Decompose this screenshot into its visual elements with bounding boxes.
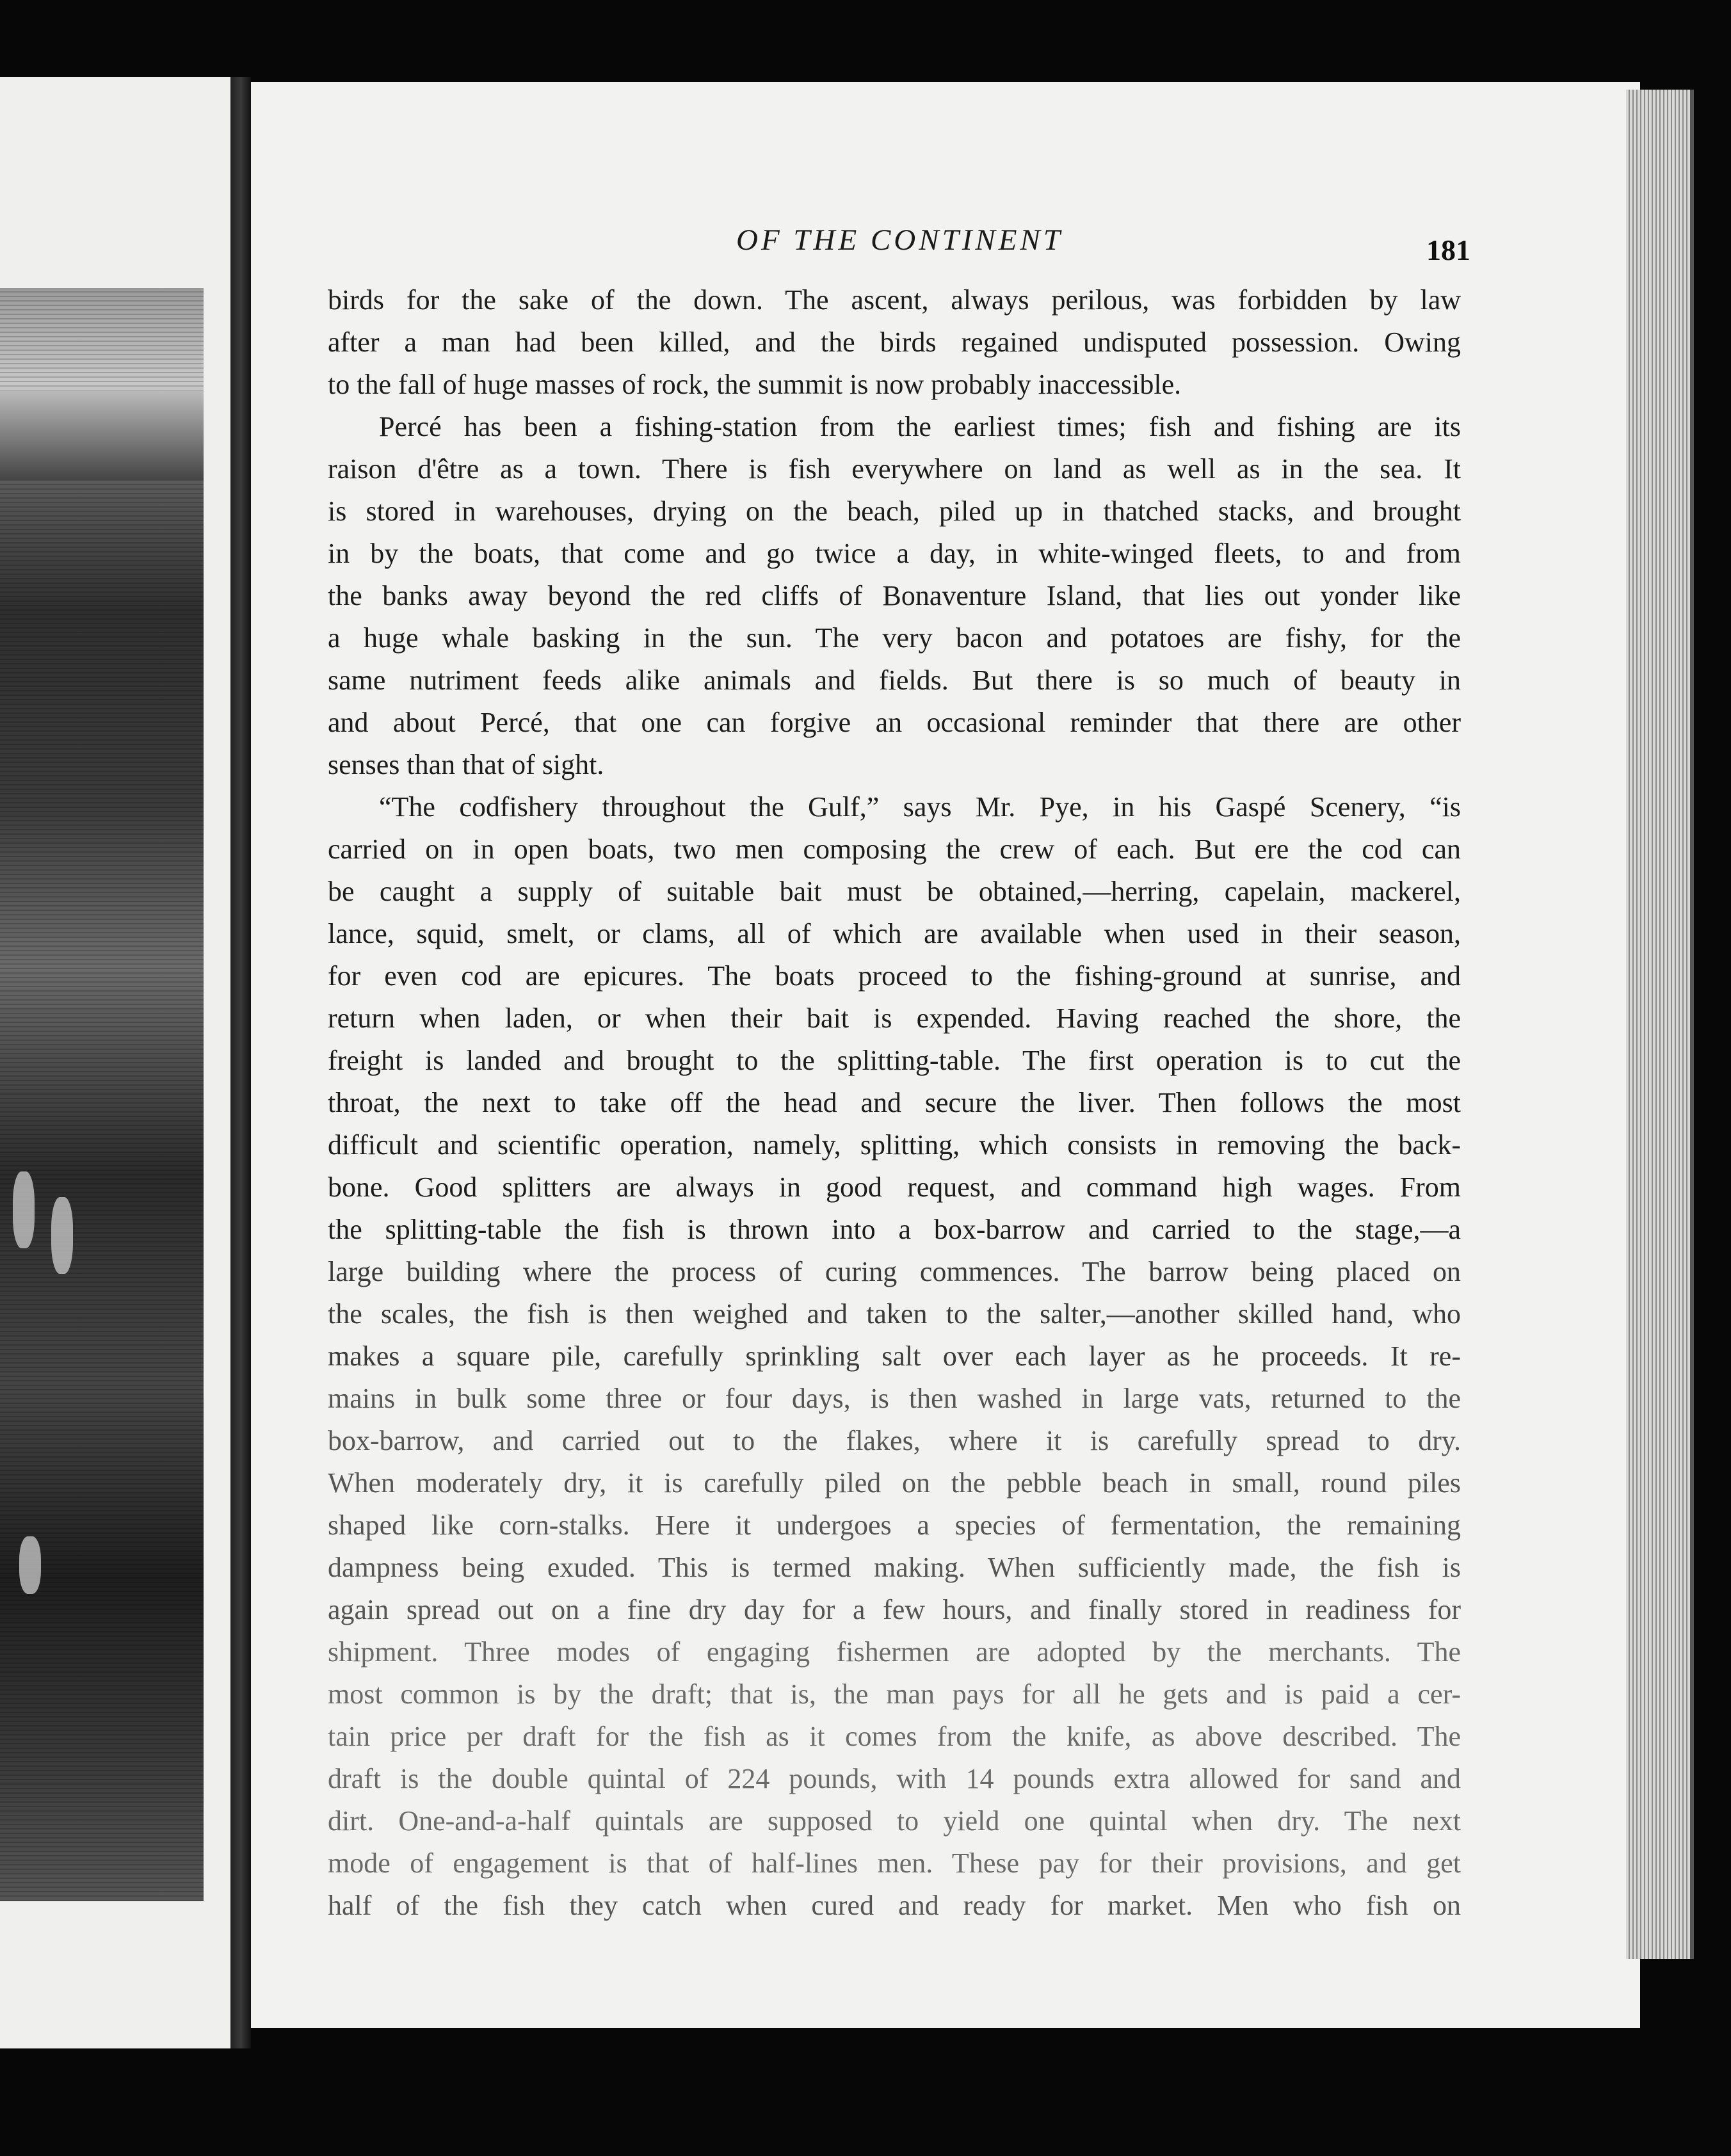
text-line: bone. Good splitters are always in good request, and command high wages. From xyxy=(328,1171,1461,1203)
text-line: lance, squid, smelt, or clams, all of which are available when used in their season, xyxy=(328,918,1461,949)
text-line: “The codfishery throughout the Gulf,” says Mr. Pye, in his Gaspé Scenery, “is xyxy=(379,791,1461,823)
text-line: senses than that of sight. xyxy=(328,749,604,780)
text-line: mains in bulk some three or four days, is then washed in large vats, returned to the xyxy=(328,1383,1461,1414)
engraving-illustration xyxy=(0,288,204,1901)
text-line: again spread out on a fine dry day for a few hours, and finally stored in readiness for xyxy=(328,1594,1461,1625)
text-line: most common is by the draft; that is, the man pays for all he gets and is paid a cer- xyxy=(328,1678,1461,1710)
text-line: shaped like corn-stalks. Here it undergoes a species of fermentation, the remaining xyxy=(328,1509,1461,1541)
text-line: freight is landed and brought to the splitting-table. The first operation is to cut the xyxy=(328,1045,1461,1076)
illustration-horizon xyxy=(0,390,204,480)
text-line: in by the boats, that come and go twice a day, in white-winged fleets, to and from xyxy=(328,538,1461,569)
book-gutter xyxy=(230,77,251,2048)
text-line: tain price per draft for the fish as it comes from the knife, as above described. The xyxy=(328,1721,1461,1752)
text-line: Percé has been a fishing-station from the earliest times; fish and fishing are its xyxy=(379,411,1461,442)
text-line: box-barrow, and carried out to the flakes, where it is carefully spread to dry. xyxy=(328,1425,1461,1456)
page-edges xyxy=(1626,90,1694,1959)
facing-page xyxy=(0,77,232,2048)
illustration-hanging-fish xyxy=(13,1171,35,1248)
text-line: and about Percé, that one can forgive an occasional reminder that there are other xyxy=(328,707,1461,738)
text-line: throat, the next to take off the head and secure the liver. Then follows the most xyxy=(328,1087,1461,1118)
text-line: is stored in warehouses, drying on the beach, piled up in thatched stacks, and brought xyxy=(328,495,1461,527)
text-line: carried on in open boats, two men composing the crew of each. But ere the cod can xyxy=(328,833,1461,865)
text-line: dampness being exuded. This is termed making. When sufficiently made, the fish is xyxy=(328,1552,1461,1583)
text-line: the splitting-table the fish is thrown into a box-barrow and carried to the stage,—a xyxy=(328,1214,1461,1245)
text-line: the banks away beyond the red cliffs of Bonaventure Island, that lies out yonder like xyxy=(328,580,1461,611)
text-line: a huge whale basking in the sun. The very bacon and potatoes are fishy, for the xyxy=(328,622,1461,654)
page-number: 181 xyxy=(1426,234,1470,266)
text-line: same nutriment feeds alike animals and fields. But there is so much of beauty in xyxy=(328,664,1461,696)
text-line: draft is the double quintal of 224 pounds, with 14 pounds extra allowed for sand and xyxy=(328,1763,1461,1794)
illustration-hanging-fish xyxy=(51,1197,73,1274)
text-line: after a man had been killed, and the birds regained undisputed possession. Owing xyxy=(328,326,1461,358)
text-line: makes a square pile, carefully sprinkling salt over each layer as he proceeds. It re- xyxy=(328,1340,1461,1372)
text-line: for even cod are epicures. The boats proceed to the fishing-ground at sunrise, and xyxy=(328,960,1461,992)
text-line: half of the fish they catch when cured and ready for market. Men who fish on xyxy=(328,1890,1461,1921)
text-line: difficult and scientific operation, namely, splitting, which consists in removing the back- xyxy=(328,1129,1461,1161)
text-line: be caught a supply of suitable bait must be obtained,—herring, capelain, mackerel, xyxy=(328,876,1461,907)
text-line: dirt. One-and-a-half quintals are supposed to yield one quintal when dry. The next xyxy=(328,1805,1461,1837)
text-line: the scales, the fish is then weighed and taken to the salter,—another skilled hand, who xyxy=(328,1298,1461,1330)
text-line: large building where the process of curing commences. The barrow being placed on xyxy=(328,1256,1461,1287)
text-line: shipment. Three modes of engaging fishermen are adopted by the merchants. The xyxy=(328,1636,1461,1668)
text-line: return when laden, or when their bait is expended. Having reached the shore, the xyxy=(328,1002,1461,1034)
running-head: OF THE CONTINENT xyxy=(736,223,1063,257)
body-text xyxy=(328,279,1461,1927)
text-line: to the fall of huge masses of rock, the summit is now probably inaccessible. xyxy=(328,369,1182,400)
text-line: mode of engagement is that of half-lines men. These pay for their provisions, and get xyxy=(328,1847,1461,1879)
text-line: raison d'être as a town. There is fish everywhere on land as well as in the sea. It xyxy=(328,453,1461,485)
text-line: When moderately dry, it is carefully piled on the pebble beach in small, round piles xyxy=(328,1467,1461,1499)
illustration-figure xyxy=(19,1536,41,1594)
text-line: birds for the sake of the down. The ascent, always perilous, was forbidden by law xyxy=(328,284,1461,316)
